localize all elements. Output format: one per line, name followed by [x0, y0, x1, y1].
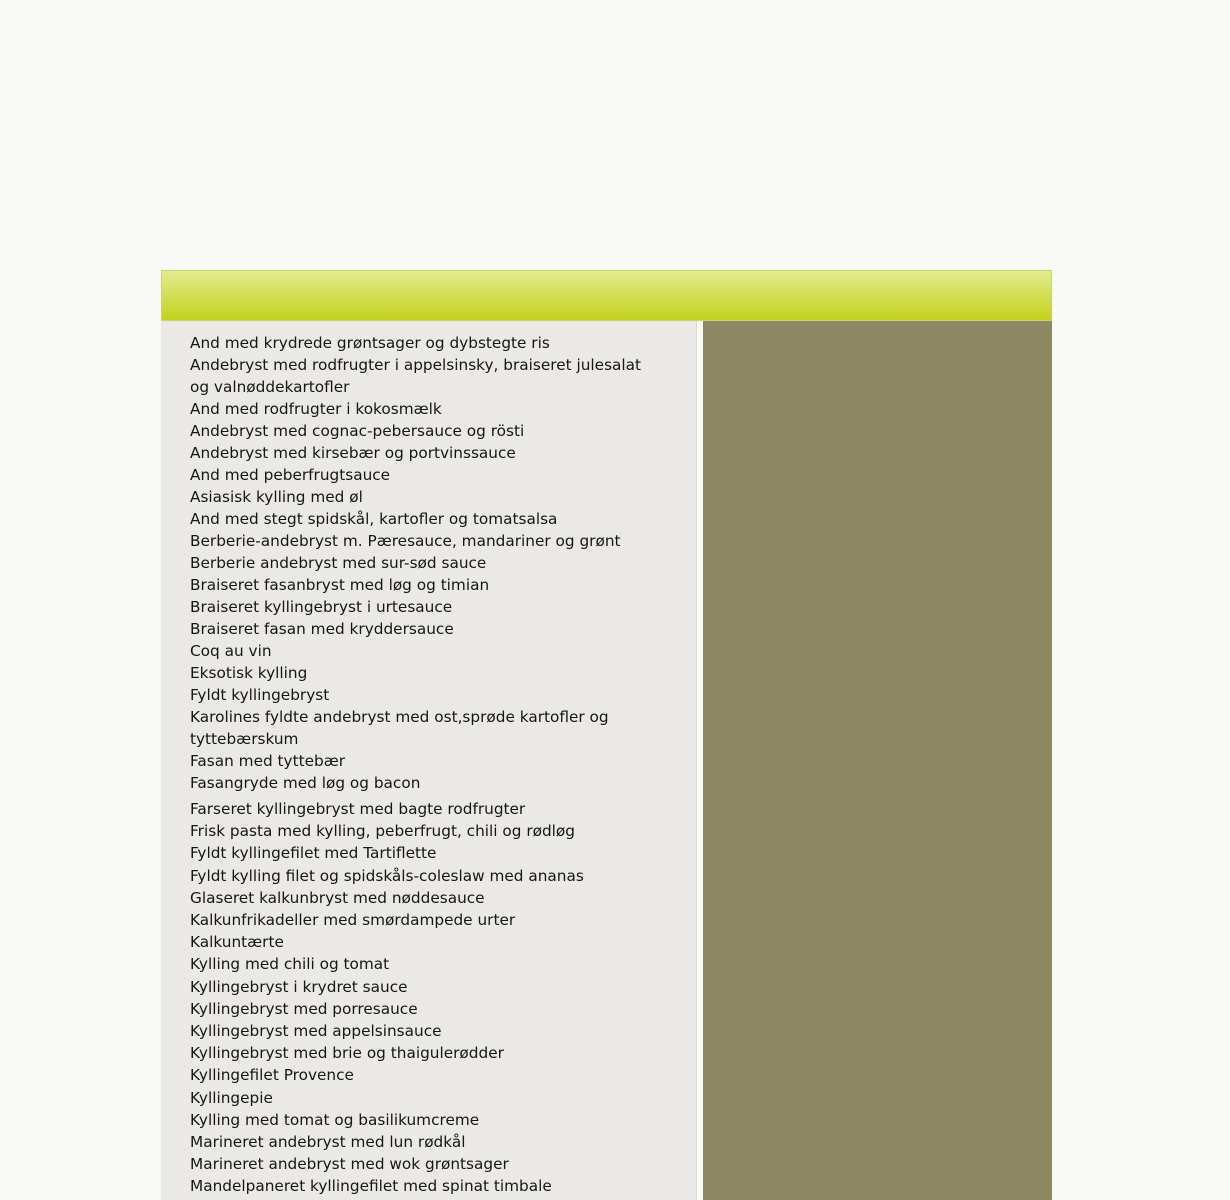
recipe-item: Mandelpaneret kyllingefilet med spinat timbale	[190, 1177, 552, 1196]
recipe-item: Frisk pasta med kylling, peberfrugt, chili og rødløg	[190, 822, 575, 841]
header-band	[161, 270, 1052, 321]
recipe-item: And med rodfrugter i kokosmælk	[190, 400, 442, 418]
recipe-item: Karolines fyldte andebryst med ost,sprøde kartofler og tyttebærskum	[190, 708, 609, 748]
recipe-item: Andebryst med cognac-pebersauce og rösti	[190, 422, 525, 440]
page-frame	[161, 270, 1052, 1200]
recipe-item: Glaseret kalkunbryst med nøddesauce	[190, 888, 485, 907]
recipe-item: Kalkunfrikadeller med smørdampede urter	[190, 911, 516, 930]
recipe-item: Andebryst med kirsebær og portvinssauce	[190, 444, 516, 462]
recipe-item: Marineret andebryst med wok grøntsager	[190, 1155, 509, 1174]
recipe-item: Fyldt kyllingebryst	[190, 686, 330, 704]
recipe-item: Andebryst med rodfrugter i appelsinsky, braiseret julesalat og valnøddekartofler	[190, 356, 642, 396]
recipe-item: Eksotisk kylling	[190, 664, 308, 682]
recipe-item: Kylling med tomat og basilikumcreme	[190, 1110, 480, 1129]
recipe-item: Berberie andebryst med sur-sød sauce	[190, 554, 487, 572]
recipe-item: Fyldt kylling filet og spidskåls-coleslaw med ananas	[190, 866, 584, 885]
recipe-item: Marineret andebryst med lun rødkål	[190, 1133, 466, 1152]
sidebar-panel	[703, 321, 1052, 1200]
recipe-item: And med krydrede grøntsager og dybstegte ris	[190, 334, 550, 352]
recipe-item: Kyllingepie	[190, 1088, 273, 1107]
recipe-item: Farseret kyllingebryst med bagte rodfrugter	[190, 800, 526, 818]
recipe-item: Kyllingebryst med appelsinsauce	[190, 1022, 442, 1041]
recipe-item: Coq au vin	[190, 642, 272, 660]
recipe-item: Kyllingebryst i krydret sauce	[190, 977, 408, 996]
recipe-item: Asiasisk kylling med øl	[190, 488, 363, 506]
recipe-item: Fyldt kyllingefilet med Tartiflette	[190, 844, 437, 863]
recipe-item: And med peberfrugtsauce	[190, 466, 391, 484]
recipe-item: Kyllingebryst med porresauce	[190, 999, 418, 1018]
recipe-list	[190, 332, 660, 1198]
recipe-item: Braiseret fasanbryst med løg og timian	[190, 576, 490, 594]
recipe-item: Kyllingebryst med brie og thaigulerødder	[190, 1044, 504, 1063]
recipe-item: Kylling med chili og tomat	[190, 955, 390, 974]
recipe-item: Kalkuntærte	[190, 933, 284, 952]
recipe-item: Fasangryde med løg og bacon	[190, 774, 421, 792]
recipe-item: Braiseret kyllingebryst i urtesauce	[190, 598, 453, 616]
recipe-item: Fasan med tyttebær	[190, 752, 346, 770]
recipe-item: Braiseret fasan med kryddersauce	[190, 620, 454, 638]
recipe-item: Kyllingefilet Provence	[190, 1066, 354, 1085]
recipe-item: Berberie-andebryst m. Pæresauce, mandariner og grønt	[190, 532, 621, 550]
recipe-panel	[161, 321, 697, 1200]
recipe-item: And med stegt spidskål, kartofler og tomatsalsa	[190, 510, 558, 528]
